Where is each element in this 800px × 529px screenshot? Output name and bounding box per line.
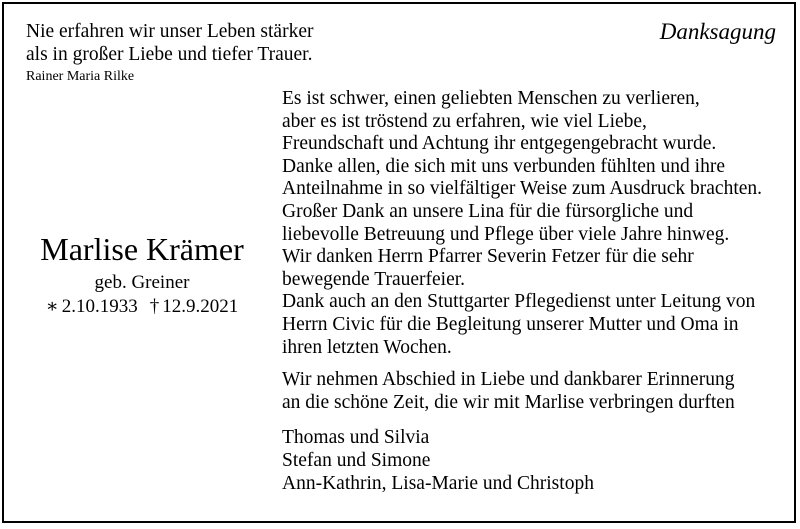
deceased-dates [22, 295, 262, 318]
text-line: Danke allen, die sich mit uns verbunden fühlten und ihre [282, 155, 725, 177]
signatures [282, 427, 792, 495]
text-line: an die schöne Zeit, die wir mit Marlise verbringen durften [282, 391, 735, 413]
obituary-card [2, 2, 796, 523]
text-line: Freundschaft und Achtung ihr entgegengebracht wurde. [282, 133, 717, 155]
died-symbol: † [149, 296, 160, 317]
text-line: Anteilnahme in so vielfältiger Weise zum Ausdruck brachten. [282, 178, 763, 200]
text-line: Dank auch an den Stuttgarter Pflegedienst unter Leitung von [282, 291, 756, 313]
text-line: bewegende Trauerfeier. [282, 268, 466, 290]
deceased-name: Marlise Krämer [40, 231, 244, 267]
paragraph-farewell [282, 369, 792, 414]
text-line: liebevolle Betreuung und Pflege über viele Jahre hinweg. [282, 223, 730, 245]
text-line: Es ist schwer, einen geliebten Menschen zu verlieren, [282, 88, 700, 109]
text-line: ihren letzten Wochen. [282, 336, 452, 358]
quote-block [26, 20, 446, 86]
signature-line: Stefan und Simone [282, 449, 431, 471]
text-line: Herrn Civic für die Begleitung unserer Mutter und Oma in [282, 313, 739, 335]
deceased-block [22, 230, 262, 318]
text-line: Großer Dank an unsere Lina für die fürsorgliche und [282, 200, 694, 222]
text-line: Wir danken Herrn Pfarrer Severin Fetzer für die sehr [282, 246, 694, 268]
quote-line: als in großer Liebe und tiefer Trauer. [26, 44, 313, 65]
quote-author: Rainer Maria Rilke [26, 69, 135, 84]
paragraph-thanks [282, 88, 792, 359]
signature-line: Thomas und Silvia [282, 427, 430, 449]
page-title: Danksagung [659, 19, 776, 44]
born-symbol: ∗ [45, 296, 59, 317]
deceased-birth-name: geb. Greiner [94, 272, 190, 293]
signature-line: Ann-Kathrin, Lisa-Marie und Christoph [282, 472, 594, 494]
thanks-text [282, 88, 792, 495]
quote-line: Nie erfahren wir unser Leben stärker [26, 21, 314, 42]
text-line: Wir nehmen Abschied in Liebe und dankbarer Erinnerung [282, 369, 735, 391]
born-date: 2.10.1933 [61, 296, 138, 317]
died-date: 12.9.2021 [162, 296, 239, 317]
text-line: aber es ist tröstend zu erfahren, wie viel Liebe, [282, 110, 647, 132]
